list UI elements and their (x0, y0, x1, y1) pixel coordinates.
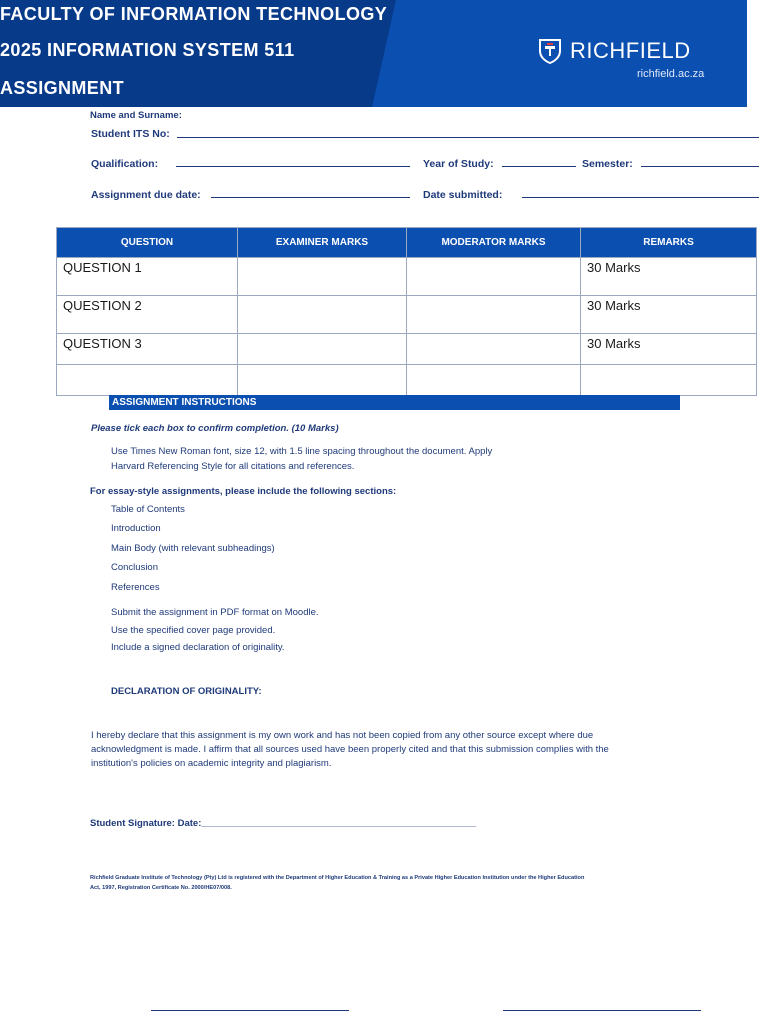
table-header-row (57, 228, 757, 258)
year-of-study-field[interactable] (502, 166, 576, 167)
semester-field[interactable] (641, 166, 759, 167)
student-signature-date[interactable]: Student Signature: Date:____________________________________________________ (90, 818, 477, 829)
date-submitted-field[interactable] (522, 197, 759, 198)
essay-heading: For essay-style assignments, please include the following sections: (90, 486, 397, 497)
remarks-cell: 30 Marks (581, 296, 757, 334)
instructions-title-bar: ASSIGNMENT INSTRUCTIONS (109, 395, 680, 410)
remarks-cell: 30 Marks (581, 258, 757, 296)
richfield-logo (538, 38, 691, 64)
question-cell (57, 365, 238, 396)
signature-line-left[interactable] (151, 1010, 349, 1011)
due-date-field[interactable] (211, 197, 410, 198)
qualification-label: Qualification: (91, 158, 159, 170)
declaration-line-1: I hereby declare that this assignment is my own work and has not been copied from any other source except where due (91, 730, 594, 741)
table-row (57, 258, 757, 296)
student-its-label: Student ITS No: (91, 128, 170, 140)
examiner-marks-cell[interactable] (238, 334, 407, 365)
declaration-title: DECLARATION OF ORIGINALITY: (111, 686, 262, 697)
shield-icon (538, 38, 562, 64)
faculty-title: FACULTY OF INFORMATION TECHNOLOGY (0, 4, 388, 24)
examiner-marks-cell[interactable] (238, 258, 407, 296)
tick-note: Please tick each box to confirm completion. (10 Marks) (91, 423, 339, 434)
qualification-field[interactable] (176, 166, 410, 167)
examiner-marks-cell[interactable] (238, 365, 407, 396)
header-banner (0, 0, 747, 107)
list-item: Conclusion (111, 562, 158, 573)
header-examiner-marks: EXAMINER MARKS (238, 228, 407, 258)
moderator-marks-cell[interactable] (407, 296, 581, 334)
list-item: Introduction (111, 523, 161, 534)
moderator-marks-cell[interactable] (407, 334, 581, 365)
question-cell: QUESTION 1 (57, 258, 238, 296)
header-moderator-marks: MODERATOR MARKS (407, 228, 581, 258)
moderator-marks-cell[interactable] (407, 258, 581, 296)
examiner-marks-cell[interactable] (238, 296, 407, 334)
registration-note-1: Richfield Graduate Institute of Technology (Pty) Ltd is registered with the Department of Higher Education & Training as a Private Higher Education Institution under the Higher Education (90, 875, 585, 881)
header-question: QUESTION (57, 228, 238, 258)
signature-line-right[interactable] (503, 1010, 701, 1011)
list-item: References (111, 582, 160, 593)
list-item: Table of Contents (111, 504, 185, 515)
declaration-line-2: acknowledgment is made. I affirm that all sources used have been properly cited and that this submission complies with the (91, 744, 609, 755)
brand-url: richfield.ac.za (637, 68, 705, 80)
course-title: 2025 INFORMATION SYSTEM 511 (0, 40, 295, 60)
list-item: Submit the assignment in PDF format on Moodle. (111, 607, 319, 618)
question-cell: QUESTION 3 (57, 334, 238, 365)
year-of-study-label: Year of Study: (423, 158, 494, 170)
list-item: Include a signed declaration of originality. (111, 642, 285, 653)
remarks-cell: 30 Marks (581, 334, 757, 365)
format-instruction-1: Use Times New Roman font, size 12, with 1.5 line spacing throughout the document. Apply (111, 446, 493, 457)
marks-table (56, 227, 757, 396)
student-its-field[interactable] (177, 137, 759, 138)
table-row (57, 296, 757, 334)
table-row (57, 365, 757, 396)
date-submitted-label: Date submitted: (423, 189, 503, 201)
question-cell: QUESTION 2 (57, 296, 238, 334)
declaration-line-3: institution's policies on academic integrity and plagiarism. (91, 758, 332, 769)
moderator-marks-cell[interactable] (407, 365, 581, 396)
header-remarks: REMARKS (581, 228, 757, 258)
list-item: Main Body (with relevant subheadings) (111, 543, 275, 554)
semester-label: Semester: (582, 158, 633, 170)
registration-note-2: Act, 1997, Registration Certificate No. 2000/HE07/008. (90, 885, 232, 891)
due-date-label: Assignment due date: (91, 189, 201, 201)
assignment-title: ASSIGNMENT (0, 78, 125, 98)
brand-name: RICHFIELD (570, 38, 691, 63)
format-instruction-2: Harvard Referencing Style for all citations and references. (111, 461, 355, 472)
remarks-cell (581, 365, 757, 396)
name-surname-label: Name and Surname: (90, 110, 182, 121)
table-row (57, 334, 757, 365)
list-item: Use the specified cover page provided. (111, 625, 276, 636)
